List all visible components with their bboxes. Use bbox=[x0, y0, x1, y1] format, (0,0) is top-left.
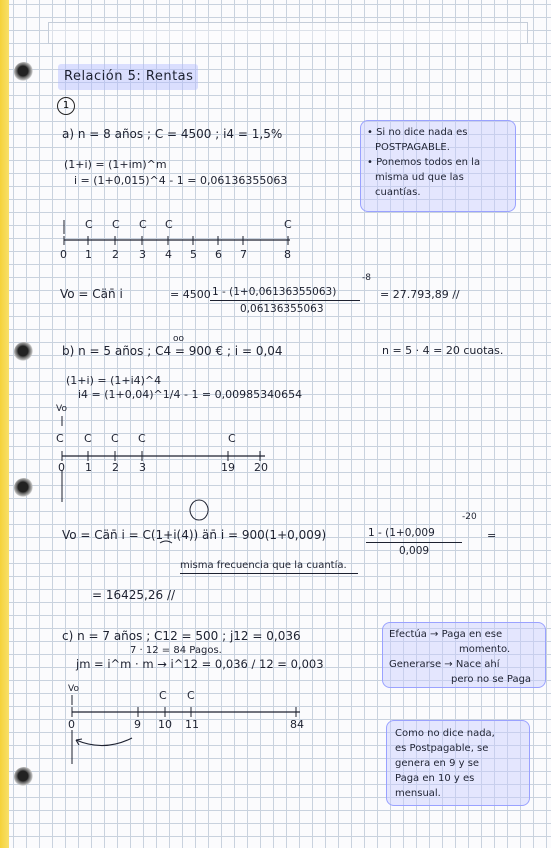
note-line: • Ponemos todos en la bbox=[367, 157, 481, 168]
page-title: Relación 5: Rentas bbox=[64, 69, 194, 84]
tick-label: 6 bbox=[215, 248, 222, 261]
note-line: Efectúa → Paga en ese bbox=[389, 629, 503, 640]
payment-label: C bbox=[159, 689, 167, 702]
part-b-v0-exponent: -20 bbox=[462, 512, 477, 522]
payment-label: C bbox=[85, 218, 93, 231]
note-line: mensual. bbox=[395, 788, 441, 799]
part-a-given: a) n = 8 años ; C = 4500 ; i4 = 1,5% bbox=[62, 127, 283, 141]
payment-label: C bbox=[165, 218, 173, 231]
note-line: momento. bbox=[459, 644, 511, 655]
annuity-dots: oo bbox=[173, 334, 185, 344]
exercise-number: 1 bbox=[57, 97, 75, 115]
note-postpagable bbox=[360, 120, 516, 212]
part-b-quotas: n = 5 · 4 = 20 cuotas. bbox=[382, 344, 504, 357]
note-mensual bbox=[386, 720, 530, 806]
part-a-v0-numerator: 1 - (1+0,06136355063) bbox=[212, 286, 337, 298]
note-efectua-generarse bbox=[382, 622, 546, 688]
payment-label: C bbox=[56, 432, 64, 445]
part-a-eq1: (1+i) = (1+im)^m bbox=[64, 158, 167, 171]
note-line: cuantías. bbox=[375, 187, 421, 198]
tick-label: 1 bbox=[85, 461, 92, 474]
part-b-note: misma frecuencia que la cuantía. bbox=[180, 560, 347, 571]
payment-label: C bbox=[138, 432, 146, 445]
payment-label: C bbox=[139, 218, 147, 231]
tick-label: 8 bbox=[284, 248, 291, 261]
tick-label: 0 bbox=[60, 248, 67, 261]
note-line: • Si no dice nada es bbox=[367, 127, 468, 138]
tick-label: 84 bbox=[290, 718, 304, 731]
note-line: misma ud que las bbox=[375, 172, 464, 183]
part-b-eq1: (1+i) = (1+i4)^4 bbox=[66, 374, 162, 387]
part-a-v0-lhs: Vo = Cän̄ i bbox=[60, 287, 123, 301]
note-line: POSTPAGABLE. bbox=[375, 142, 450, 153]
tick-label: 4 bbox=[165, 248, 172, 261]
tick-label: 20 bbox=[254, 461, 268, 474]
part-a-result: = 27.793,89 // bbox=[380, 288, 460, 301]
payment-label: C bbox=[112, 218, 120, 231]
tick-label: 3 bbox=[139, 248, 146, 261]
part-c-payments: 7 · 12 = 84 Pagos. bbox=[130, 645, 222, 656]
part-c-given: c) n = 7 años ; C12 = 500 ; j12 = 0,036 bbox=[62, 629, 301, 643]
note-line: pero no se Paga bbox=[451, 674, 532, 685]
part-a-v0-denominator: 0,06136355063 bbox=[240, 303, 324, 315]
tick-label: 19 bbox=[221, 461, 235, 474]
part-a-eq2: i = (1+0,015)^4 - 1 = 0,06136355063 bbox=[74, 174, 288, 187]
note-line: Como no dice nada, bbox=[395, 728, 495, 739]
payment-label: C bbox=[111, 432, 119, 445]
part-c-v0-marker: Vo bbox=[68, 684, 79, 694]
part-c-eq: jm = i^m · m → i^12 = 0,036 / 12 = 0,003 bbox=[76, 657, 324, 671]
tick-label: 2 bbox=[112, 248, 119, 261]
tick-label: 0 bbox=[68, 718, 75, 731]
payment-label: C bbox=[228, 432, 236, 445]
tick-label: 3 bbox=[139, 461, 146, 474]
tick-label: 0 bbox=[58, 461, 65, 474]
tick-label: 5 bbox=[190, 248, 197, 261]
tick-label: 9 bbox=[134, 718, 141, 731]
part-b-v0-numerator: 1 - (1+0,009 bbox=[368, 527, 435, 539]
payment-label: C bbox=[84, 432, 92, 445]
tick-label: 2 bbox=[112, 461, 119, 474]
part-b-given: b) n = 5 años ; C4 = 900 € ; i = 0,04 bbox=[62, 344, 283, 358]
part-a-v0-exponent: -8 bbox=[362, 273, 371, 283]
note-line: genera en 9 y se bbox=[395, 758, 480, 769]
tick-label: 1 bbox=[85, 248, 92, 261]
payment-label: C bbox=[187, 689, 195, 702]
part-b-v0-marker: Vo bbox=[56, 404, 67, 414]
part-b-equals: = bbox=[487, 529, 497, 542]
payment-label: C bbox=[284, 218, 292, 231]
part-b-v0-denominator: 0,009 bbox=[399, 545, 430, 557]
note-line: es Postpagable, se bbox=[395, 743, 489, 754]
part-b-eq2: i4 = (1+0,04)^1/4 - 1 = 0,00985340654 bbox=[78, 388, 303, 401]
part-b-v0-formula: Vo = Cän̄ i = C(1+i(4)) än̄ i = 900(1+0,009) bbox=[62, 528, 327, 542]
note-line: Generarse → Nace ahí bbox=[389, 659, 500, 670]
part-a-v0-mid: = 4500 · bbox=[170, 288, 218, 301]
tick-label: 10 bbox=[158, 718, 172, 731]
part-b-result: = 16425,26 // bbox=[92, 588, 176, 602]
note-line: Paga en 10 y es bbox=[395, 773, 475, 784]
tick-label: 11 bbox=[185, 718, 199, 731]
tick-label: 7 bbox=[240, 248, 247, 261]
